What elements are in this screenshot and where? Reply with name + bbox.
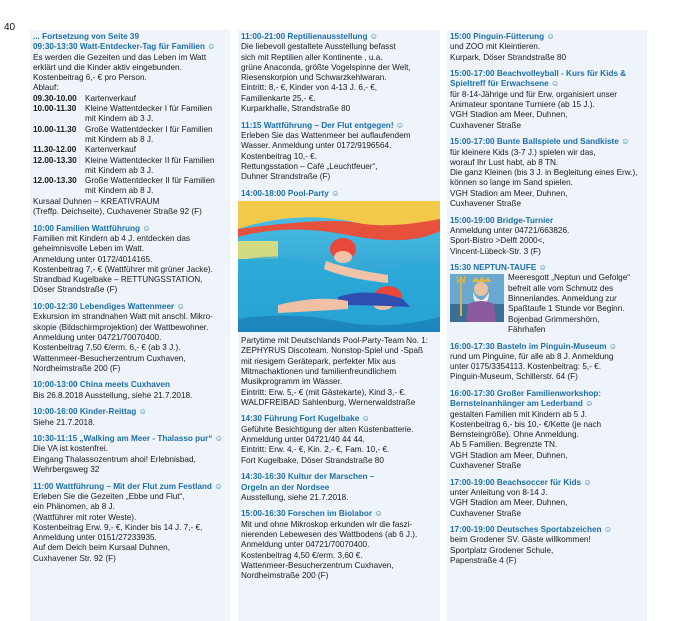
- schedule-time: 10.00-11.30: [33, 104, 77, 114]
- text-line: VGH Stadion am Meer, Duhnen,: [450, 110, 568, 120]
- text-line: worauf Ihr Lust habt, ab 8 TN.: [450, 157, 559, 167]
- schedule-text: mit Kindern ab 8 J.: [85, 134, 154, 144]
- text-line: Cuxhavener Straße: [450, 199, 521, 209]
- text-line: Papenstraße 4 (F): [450, 556, 517, 566]
- schedule-row: [33, 104, 227, 114]
- text-line: Anmeldung unter 04721/663826.: [450, 225, 570, 235]
- schedule-row: [33, 145, 227, 155]
- text-line: Anmeldung unter 0151/27233935.: [33, 533, 157, 543]
- text-line: Anmeldung unter 0172/4014165.: [33, 254, 153, 264]
- text-line: unter Anleitung von 8-14 J.: [450, 487, 548, 497]
- event-location: [33, 197, 227, 218]
- text-line: und ZOO mit Kleintieren.: [450, 42, 541, 52]
- text-line: Binnenlandes. Anmeldung zur: [508, 294, 617, 304]
- text-line: Cuxhavener Straße: [450, 461, 521, 471]
- schedule-row: [33, 114, 227, 124]
- schedule-text: mit Kindern ab 3 J.: [85, 114, 154, 124]
- event-bridge-turnier: [450, 216, 644, 257]
- text-line: unter 0175/3354113. Kostenbeitrag: 5,- €.: [450, 362, 601, 372]
- event-familien-wattfuehrung: [33, 224, 227, 296]
- schedule-row: [33, 135, 227, 145]
- text-line: Kostenbeitrag 4,50 €/erm. 3,60 €.: [241, 550, 363, 560]
- event-walking-am-meer: [33, 434, 227, 475]
- text-line: Cuxhavener Straße: [450, 508, 521, 518]
- event-schedule: [33, 94, 227, 197]
- event-reptilienausstellung: [241, 32, 437, 114]
- event-china-meets-cuxhaven: [33, 380, 227, 401]
- text-line: VGH Stadion am Meer, Duhnen,: [450, 450, 568, 460]
- event-heading: 15:30 NEPTUN-TAUFE ☺: [450, 263, 547, 273]
- text-line: Sport-Bistro >Delft 2000<,: [450, 236, 545, 246]
- text-line: nierenden Lebewesen des Wattbodens (ab 6 J.).: [241, 529, 418, 539]
- text-line: Kurpark, Döser Strandstraße 80: [450, 52, 567, 62]
- text-line: Wehrbergsweg 32: [33, 465, 100, 475]
- event-description: [33, 391, 227, 401]
- schedule-time: [33, 166, 85, 176]
- event-description: [33, 492, 227, 564]
- event-description: [241, 520, 437, 582]
- text-line: Riesenskorpion und Schwarzkehlwaran.: [241, 73, 387, 83]
- page-number: 40: [4, 22, 16, 33]
- text-line: Nordheimstraße 200 (F): [33, 363, 121, 373]
- text-line: erklärt und die Kinder aktiv eingebunden.: [33, 62, 182, 72]
- text-line: Ablauf:: [33, 83, 59, 93]
- event-heading: 10:00-12:30 Lebendiges Wattenmeer ☺: [33, 302, 185, 312]
- schedule-time: 10.00-11.30: [33, 124, 77, 134]
- text-line: Kostenbeitrag 7,50 €/erm. 6,- € (ab 3 J.).: [33, 343, 181, 353]
- schedule-time: 12.00-13.30: [33, 155, 77, 165]
- text-line: Wasser. Anmeldung unter 0172/9196564.: [241, 141, 392, 151]
- schedule-time: [33, 135, 85, 145]
- event-description: [450, 226, 644, 257]
- text-line: befreit alle vom Schmutz des: [508, 283, 614, 293]
- event-description: [450, 42, 644, 63]
- text-line: Bernsteingröße). Ohne Anmeldung.: [450, 430, 579, 440]
- event-heading: 11:00-21:00 Reptilienausstellung ☺: [241, 32, 379, 41]
- text-line: (Wattführer mit roter Weste).: [33, 512, 137, 522]
- text-line: Eintritt: 8,- €, Kinder von 4-13 J. 6,- €,: [241, 83, 378, 93]
- text-line: Die VA ist kostenfrei.: [33, 444, 108, 454]
- event-description: [241, 493, 437, 503]
- event-heading-2: Bernsteinanhänger am Lederband ☺: [450, 399, 594, 409]
- event-heading: 10:30-11:15 „Walking am Meer - Thalasso pur“ ☺: [33, 434, 224, 444]
- text-line: Anmeldung unter 04721/70070400.: [241, 540, 370, 550]
- event-description: [450, 488, 644, 519]
- schedule-time: [33, 186, 85, 196]
- column-2: [238, 30, 440, 621]
- event-beachsoccer: [450, 478, 644, 519]
- text-line: beim Grodener SV. Gäste willkommen!: [450, 535, 591, 545]
- event-watt-entdecker-tag: [33, 42, 227, 217]
- event-heading: 10:00-13:00 China meets Cuxhaven: [33, 380, 170, 390]
- event-pool-party: [241, 189, 437, 408]
- text-line: können so lange im Sand spielen.: [450, 178, 573, 188]
- schedule-text: Kleine Wattentdecker I für Familien: [85, 104, 213, 114]
- schedule-row: [33, 186, 227, 196]
- text-line: Rettungsstation – Café „Leuchtfeuer“,: [241, 161, 378, 171]
- text-line: Mit und ohne Mikroskop erkunden wir die faszi-: [241, 519, 413, 529]
- schedule-row: [33, 176, 227, 186]
- text-line: Die ganz Kleinen (bis 3 J. in Begleitung eines Erw.),: [450, 168, 638, 178]
- event-description: [241, 425, 437, 466]
- text-line: Kostenbeitrag Erw. 9,- €, Kinder bis 14 J. 7,- €,: [33, 522, 203, 532]
- event-wattfuehrung-festland: [33, 482, 227, 564]
- text-line: grüne Anaconda, größte Vogelspinne der Welt,: [241, 62, 411, 72]
- event-heading: 10:00 Familien Wattführung ☺: [33, 223, 151, 233]
- event-heading: 14:30-16:30 Kultur der Marschen –: [241, 472, 375, 482]
- event-sportabzeichen: [450, 525, 644, 566]
- event-heading: 14:30 Führung Fort Kugelbake ☺: [241, 414, 370, 424]
- text-line: rund um Pinguine, für alle ab 8 J. Anmeldung: [450, 351, 614, 361]
- text-line: Meeresgott „Neptun und Gefolge“: [508, 273, 630, 283]
- text-line: Cuxhavener Str. 92 (F): [33, 553, 116, 563]
- event-heading-2: Orgeln an der Nordsee: [241, 482, 330, 492]
- text-line: Exkursion im strandnahen Watt mit anschl. Mikro-: [33, 312, 213, 322]
- text-line: Kurparkhalle, Strandstraße 80: [241, 104, 351, 114]
- text-line: Anmeldung unter 04721/40 44 44.: [241, 435, 365, 445]
- text-line: Kursaal Duhnen – KREATIVRAUM: [33, 196, 160, 206]
- event-description: [33, 234, 227, 296]
- text-line: Ausstellung, siehe 21.7.2018.: [241, 492, 349, 502]
- schedule-row: [33, 166, 227, 176]
- event-heading: 11:15 Wattführung – Der Flut entgegen! ☺: [241, 120, 405, 130]
- event-description: [450, 352, 644, 383]
- event-wattfuehrung-flut: [241, 121, 437, 183]
- schedule-text: Große Wattentdecker II für Familien: [85, 176, 215, 186]
- schedule-text: Kleine Wattentdecker II für Familien: [85, 155, 215, 165]
- schedule-row: [33, 125, 227, 135]
- event-description: [33, 418, 227, 428]
- event-description: [241, 131, 437, 182]
- event-heading-2: Spieltreff für Erwachsene ☺: [450, 79, 560, 89]
- event-heading: 15:00-17:00 Bunte Ballspiele und Sandkiste ☺: [450, 137, 630, 147]
- event-description: [450, 90, 644, 131]
- schedule-text: Kartenverkauf: [85, 93, 136, 103]
- text-line: Erleben Sie das Wattenmeer bei auflaufendem: [241, 130, 411, 140]
- event-familienworkshop: [450, 389, 644, 471]
- event-heading: 15:00-19:00 Bridge-Turnier: [450, 215, 554, 225]
- schedule-text: mit Kindern ab 3 J.: [85, 165, 154, 175]
- event-basteln-pinguin-museum: [450, 342, 644, 383]
- column-1: [30, 30, 230, 621]
- text-line: Ab 5 Familien. Begrenzte TN.: [450, 440, 558, 450]
- schedule-row: [33, 94, 227, 104]
- schedule-text: mit Kindern ab 8 J.: [85, 186, 154, 196]
- event-beachvolleyball: [450, 69, 644, 131]
- text-line: Animateur spontane Turniere (ab 15 J.).: [450, 100, 595, 110]
- event-description: [241, 42, 437, 114]
- text-line: ZEPHYRUS Discoteam. Nonstop-Spiel und -Spaß: [241, 346, 424, 356]
- text-line: Fort Kugelbake, Döser Strandstraße 80: [241, 455, 384, 465]
- event-heading: 10:00-16:00 Kinder-Reittag ☺: [33, 407, 147, 417]
- event-forschen-im-biolabor: [241, 509, 437, 581]
- schedule-text: Kartenverkauf: [85, 145, 136, 155]
- event-description: [450, 410, 644, 472]
- event-heading: 11:00 Wattführung – Mit der Flut zum Festland ☺: [33, 481, 223, 491]
- text-line: Anmeldung unter 04721/70070400.: [33, 332, 162, 342]
- event-heading: 15:00-16:30 Forschen im Biolabor ☺: [241, 509, 383, 519]
- text-line: Auf dem Deich beim Kursaal Duhnen,: [33, 543, 170, 553]
- text-line: ein Phänomen, ab 8 J.: [33, 502, 115, 512]
- event-heading: 16:00-17:30 Großer Familienworkshop:: [450, 388, 602, 398]
- text-line: VGH Stadion am Meer, Duhnen,: [450, 498, 568, 508]
- event-neptun-taufe: [450, 263, 644, 335]
- text-line: VGH Stadion am Meer, Duhnen,: [450, 188, 568, 198]
- schedule-time: 12.00-13.30: [33, 176, 77, 186]
- text-line: Mitmachaktionen und familienfreundlichem: [241, 366, 397, 376]
- text-line: WALDFREIBAD Sahlenburg, Wernerwaldstraße: [241, 397, 416, 407]
- event-bunte-ballspiele: [450, 137, 644, 209]
- schedule-row: [33, 156, 227, 166]
- text-line: Nordheimstraße 200 (F): [241, 571, 329, 581]
- text-line: Bis 26.8.2018 Ausstellung, siehe 21.7.2018.: [33, 390, 193, 400]
- event-fuehrung-fort-kugelbake: [241, 414, 437, 465]
- text-line: Kostenbeitrag 10,- €.: [241, 151, 318, 161]
- event-heading: 09:30-13:30 Watt-Entdecker-Tag für Familien ☺: [33, 42, 216, 52]
- event-description: [508, 273, 630, 335]
- text-line: Familienkarte 25,- €.: [241, 93, 316, 103]
- text-line: Partytime mit Deutschlands Pool-Party-Team No. 1:: [241, 336, 429, 346]
- event-description: [450, 535, 644, 566]
- event-heading: 15:00-17:00 Beachvolleyball - Kurs für Kids &: [450, 69, 627, 79]
- text-line: für 8-14-Jährige und für Erw. organisiert unser: [450, 89, 618, 99]
- text-line: Musikprogramm im Wasser.: [241, 377, 343, 387]
- schedule-time: 11.30-12.00: [33, 145, 77, 155]
- text-line: Eintritt: Erw. 4,- €, Kin. 2,- €, Fam. 10,- €.: [241, 445, 390, 455]
- text-line: Kostenbeitrag 6,- bis 10,- €/Kette (je nach: [450, 419, 602, 429]
- text-line: Duhner Strandstraße (F): [241, 172, 331, 182]
- text-line: Eingang Thalassozentrum ahoi! Erlebnisbad,: [33, 454, 196, 464]
- event-heading: 17:00-19:00 Beachsoccer für Kids ☺: [450, 477, 592, 487]
- schedule-text: Große Wattentdecker I für Familien: [85, 124, 213, 134]
- column-3: [447, 30, 647, 621]
- text-line: Sportplatz Grodener Schule,: [450, 545, 554, 555]
- text-line: mit riesigem Gerätepark, perfekter Mix aus: [241, 356, 396, 366]
- event-heading: 14:00-18:00 Pool-Party ☺: [241, 188, 340, 198]
- text-line: Kostenbeitrag 6,- € pro Person.: [33, 73, 147, 83]
- text-line: Eintritt: Erw. 5,- € (mit Gästekarte), Kind 3,- €.: [241, 387, 407, 397]
- text-line: gestalten Familien mit Kindern ab 5 J.: [450, 409, 587, 419]
- text-line: Spaßtaufe 1 Stunde vor Beginn.: [508, 304, 625, 314]
- event-kultur-der-marschen: [241, 472, 437, 503]
- schedule-time: [33, 114, 85, 124]
- text-line: Fährhafen: [508, 324, 546, 334]
- pool-party-photo: [238, 201, 440, 332]
- event-pinguin-fuetterung: [450, 32, 644, 63]
- continuation-note: ... Fortsetzung von Seite 39: [33, 32, 140, 41]
- text-line: Es werden die Gezeiten und das Leben im Watt: [33, 52, 207, 62]
- neptun-photo: [450, 274, 504, 322]
- text-line: Wattenmeer-Besucherzentrum Cuxhaven,: [241, 560, 394, 570]
- event-description: [33, 53, 227, 94]
- text-line: Bojenbad Grimmershörn,: [508, 314, 600, 324]
- event-kinder-reittag: [33, 407, 227, 428]
- event-heading: 17:00-19:00 Deutsches Sportabzeichen ☺: [450, 525, 613, 535]
- text-line: Pinguin-Museum, Schillerstr. 64 (F): [450, 372, 578, 382]
- event-description: [33, 444, 227, 475]
- text-line: skopie (Bildschirmprojektion) der Wattbewohner.: [33, 322, 209, 332]
- text-line: Die liebevoll gestaltete Ausstellung befasst: [241, 42, 396, 52]
- event-lebendiges-wattenmeer: [33, 302, 227, 374]
- text-line: Kostenbeitrag 7,- € (Wattführer mit grüner Jacke).: [33, 264, 213, 274]
- event-description: [450, 148, 644, 210]
- text-line: Cuxhavener Straße: [450, 120, 521, 130]
- event-heading: 16:00-17:30 Basteln im Pinguin-Museum ☺: [450, 341, 618, 351]
- event-heading: 15:00 Pinguin-Fütterung ☺: [450, 32, 555, 41]
- text-line: Geführte Besichtigung der alten Küstenbatterie.: [241, 424, 414, 434]
- event-description: [33, 312, 227, 374]
- text-line: für kleinere Kids (3-7 J.) spielen wir das,: [450, 147, 596, 157]
- text-line: Vincent-Lübeck-Str. 3 (F): [450, 246, 541, 256]
- text-line: (Treffp. Deichseite), Cuxhavener Straße 92 (F): [33, 207, 202, 217]
- text-line: sich mit Reptilien aller Kontinente , u.a.: [241, 52, 383, 62]
- text-line: Strandbad Kugelbake – RETTUNGSSTATION,: [33, 275, 203, 285]
- text-line: Wattenmeer-Besucherzentrum Cuxhaven,: [33, 353, 186, 363]
- text-line: Erleben Sie die Gezeiten „Ebbe und Flut“,: [33, 491, 185, 501]
- event-description: [241, 336, 437, 408]
- text-line: Siehe 21.7.2018.: [33, 417, 95, 427]
- text-line: Familien mit Kindern ab 4 J. entdecken das: [33, 233, 191, 243]
- schedule-time: 09.30-10.00: [33, 93, 77, 103]
- text-line: geheimnisvolle Leben im Watt.: [33, 244, 145, 254]
- text-line: Döser Strandstraße (F): [33, 285, 118, 295]
